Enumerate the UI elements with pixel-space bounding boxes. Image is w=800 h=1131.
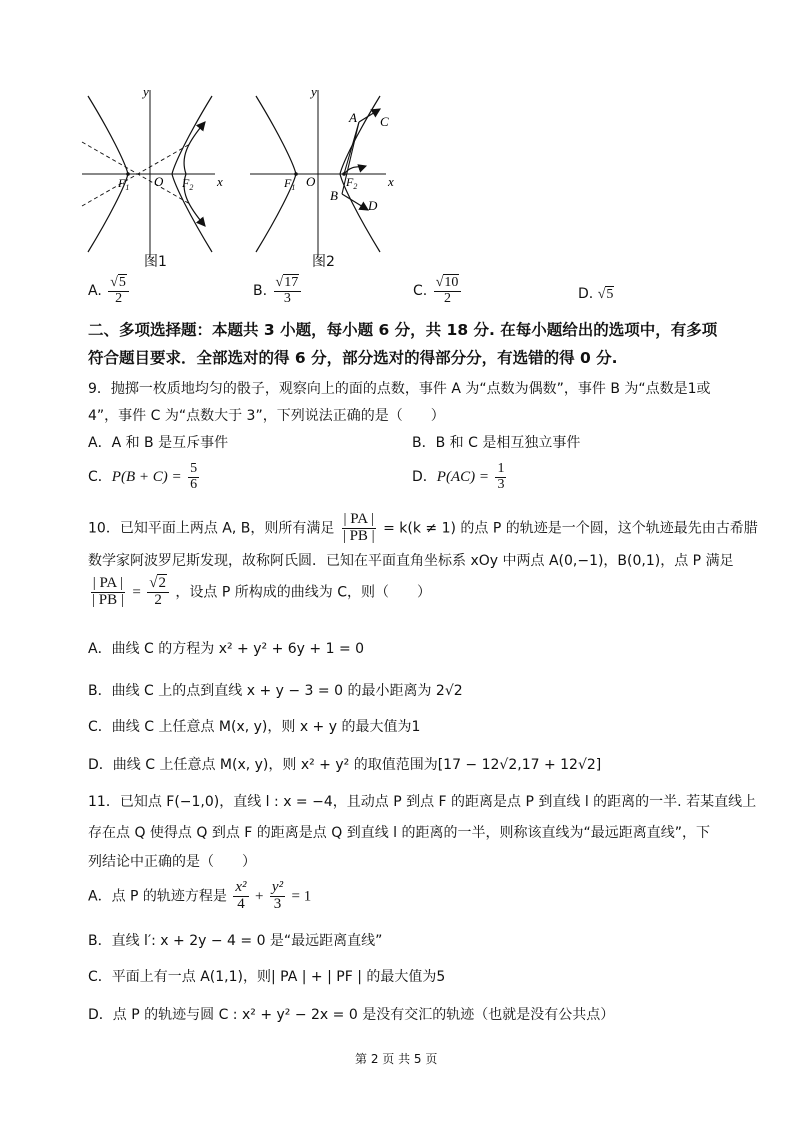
q8-option-b: B. $\frac{√17}{3}$ (253, 276, 303, 306)
fig2-arrow-ac (359, 109, 380, 122)
q8-option-d-value: 5 (606, 287, 614, 302)
fig2-f1-point (294, 172, 298, 176)
q10-option-d: D．曲线 C 上任意点 M(x, y)，则 x² + y² 的取值范围为[17 − 12√2,17 + 12√2] (88, 757, 602, 773)
q10-option-b: B．曲线 C 上的点到直线 x + y − 3 = 0 的最小距离为 2√2 (88, 683, 463, 699)
fig1-arrow-up (184, 122, 205, 174)
q11-option-a (88, 880, 311, 913)
q8-option-a-num: 5 (118, 275, 126, 290)
q8-option-c-num: 10 (444, 275, 459, 290)
fig2-caption: 图2 (312, 254, 335, 270)
q11-option-a-prefix: A．点 P 的轨迹方程是 (88, 888, 227, 905)
q8-option-a-letter: A. (88, 283, 102, 300)
q9-option-c-num: 5 (190, 461, 198, 476)
q10-frac2-num: | PA | (92, 575, 124, 591)
q10-option-a: A．曲线 C 的方程为 x² + y² + 6y + 1 = 0 (88, 641, 365, 657)
fig1-origin-label: O (154, 174, 164, 189)
q10-line2: 数学家阿波罗尼斯发现，故称阿氏圆．已知在平面直角坐标系 xOy 中两点 A(0,−1)，B(0,1)，点 P 满足 (88, 553, 734, 569)
q10-line3: $\frac{| PA |}{| PB |}$ = $\frac{√2}{2}$ ，设点 P 所构成的曲线为 C，则（ ） (92, 575, 431, 608)
q10-line1-start: 10．已知平面上两点 A, B，则所有满足 (88, 520, 335, 537)
q10-line1-end: = k(k ≠ 1) 的点 P 的轨迹是一个圆，这个轨迹最先由古希腊 (383, 520, 758, 537)
fig2-point-a-label: A (349, 110, 357, 125)
q9-option-d-expr: P(AC) = (436, 469, 489, 486)
q9-option-c-expr: P(B + C) = (111, 469, 182, 486)
q10-frac1-num: | PA | (343, 511, 374, 527)
q8-option-d: D. √5 (578, 286, 614, 302)
fig2-f2-label: F (346, 175, 354, 189)
svg-text:F1 (283, 176, 295, 192)
q11-line2: 存在点 Q 使得点 Q 到点 F 的距离是点 Q 到直线 l 的距离的一半，则称该直线为“最远距离直线”，下 (88, 825, 711, 841)
fig2-origin-label: O (306, 174, 316, 189)
q11-opt-a-f1-num: x² (235, 879, 247, 895)
q11-opt-a-f2-den: 3 (273, 895, 282, 912)
fig2-f2-sub: 2 (353, 182, 358, 191)
q11-opt-a-f2-num: y² (271, 879, 284, 895)
q8-option-a: A. $\frac{√5}{2}$ (88, 276, 131, 306)
fig2-f1-label: F (284, 176, 292, 190)
fig1-dashed-line-2 (82, 144, 190, 206)
q8-option-b-num: 17 (284, 275, 299, 290)
fig1-f2-sub: 2 (189, 183, 194, 192)
fig2-point-c-label: C (380, 114, 389, 129)
fig1-caption: 图1 (144, 254, 167, 270)
q9-option-d-num: 1 (497, 461, 505, 476)
fig1-dashed-line-1 (82, 142, 190, 204)
fig2-point-b-label: B (330, 188, 338, 203)
fig1-f1-sub: 1 (125, 183, 130, 192)
q8-option-a-den: 2 (115, 290, 123, 306)
q9-option-d (412, 462, 508, 492)
q10-line1 (88, 512, 758, 545)
q11-option-b: B．直线 l′: x + 2y − 4 = 0 是“最远距离直线” (88, 933, 383, 949)
fig1-f1-label: F (118, 176, 126, 190)
q9-line1: 9．抛掷一枚质地均匀的骰子，观察向上的面的点数，事件 A 为“点数为偶数”，事件 B 为“点数是1或 (88, 381, 711, 397)
fig2-f1-sub: 1 (291, 183, 296, 192)
figure-1 (80, 82, 240, 262)
fig1-f2-label: F (182, 176, 190, 190)
figure-2 (248, 82, 408, 262)
q8-option-c: C. $\frac{√10}{2}$ (413, 276, 463, 306)
q11-line1: 11．已知点 F(−1,0)，直线 l : x = −4，且动点 P 到点 F 的距离是点 P 到直线 l 的距离的一半. 若某直线上 (88, 794, 757, 810)
q10-rhs-num: 2 (158, 575, 166, 591)
q11-option-d: D．点 P 的轨迹与圆 C : x² + y² − 2x = 0 是没有交汇的轨迹（也就是没有公共点） (88, 1007, 615, 1023)
q10-frac1-den: | PB | (342, 527, 375, 544)
q9-option-c-letter: C． (88, 469, 112, 486)
fig2-y-label: y (311, 84, 317, 99)
q10-line3-end: ，设点 P 所构成的曲线为 C，则（ ） (175, 584, 431, 601)
q9-option-d-letter: D． (412, 469, 437, 486)
svg-text:F2 (181, 176, 193, 192)
fig1-x-label: x (217, 174, 223, 189)
q10-eq: = (132, 584, 141, 601)
fig1-f1-point (126, 172, 130, 176)
q9-option-a: A．A 和 B 是互斥事件 (88, 435, 229, 451)
fig2-x-label: x (388, 174, 394, 189)
page-footer: 第 2 页 共 5 页 (355, 1052, 438, 1066)
q11-option-c: C．平面上有一点 A(1,1)，则| PA | + | PF | 的最大值为5 (88, 969, 446, 985)
section2-line2: 符合题目要求．全部选对的得 6 分，部分选对的得部分分，有选错的得 0 分. (88, 349, 618, 367)
fig2-line-f2-a (344, 122, 359, 174)
q8-option-b-letter: B. (253, 283, 268, 300)
q8-option-c-den: 2 (444, 290, 452, 306)
fig2-point-d-label: D (368, 198, 378, 213)
svg-text:F1 (117, 176, 129, 192)
q11-opt-a-f1-den: 4 (237, 895, 245, 912)
section2-line1: 二、多项选择题：本题共 3 小题，每小题 6 分，共 18 分. 在每小题给出的选项中，有多项 (88, 321, 718, 339)
q8-option-d-letter: D. (578, 286, 594, 302)
q9-option-b: B．B 和 C 是相互独立事件 (412, 435, 581, 451)
q9-option-d-den: 3 (497, 476, 505, 492)
q10-option-c: C．曲线 C 上任意点 M(x, y)，则 x + y 的最大值为1 (88, 719, 421, 735)
q9-option-c (88, 462, 201, 492)
q11-opt-a-suffix: = 1 (291, 888, 312, 905)
q8-option-b-den: 3 (283, 290, 291, 306)
q9-option-c-den: 6 (190, 476, 198, 492)
q11-line3: 列结论中正确的是（ ） (88, 854, 256, 870)
q9-line2: 4”，事件 C 为“点数大于 3”，下列说法正确的是（ ） (88, 408, 445, 424)
q8-option-c-letter: C. (413, 283, 428, 300)
fig1-y-label: y (143, 84, 149, 99)
svg-text:F2 (345, 175, 357, 191)
q10-rhs-den: 2 (154, 591, 162, 608)
q11-opt-a-plus: + (254, 888, 264, 905)
q10-frac2-den: | PB | (92, 591, 124, 608)
